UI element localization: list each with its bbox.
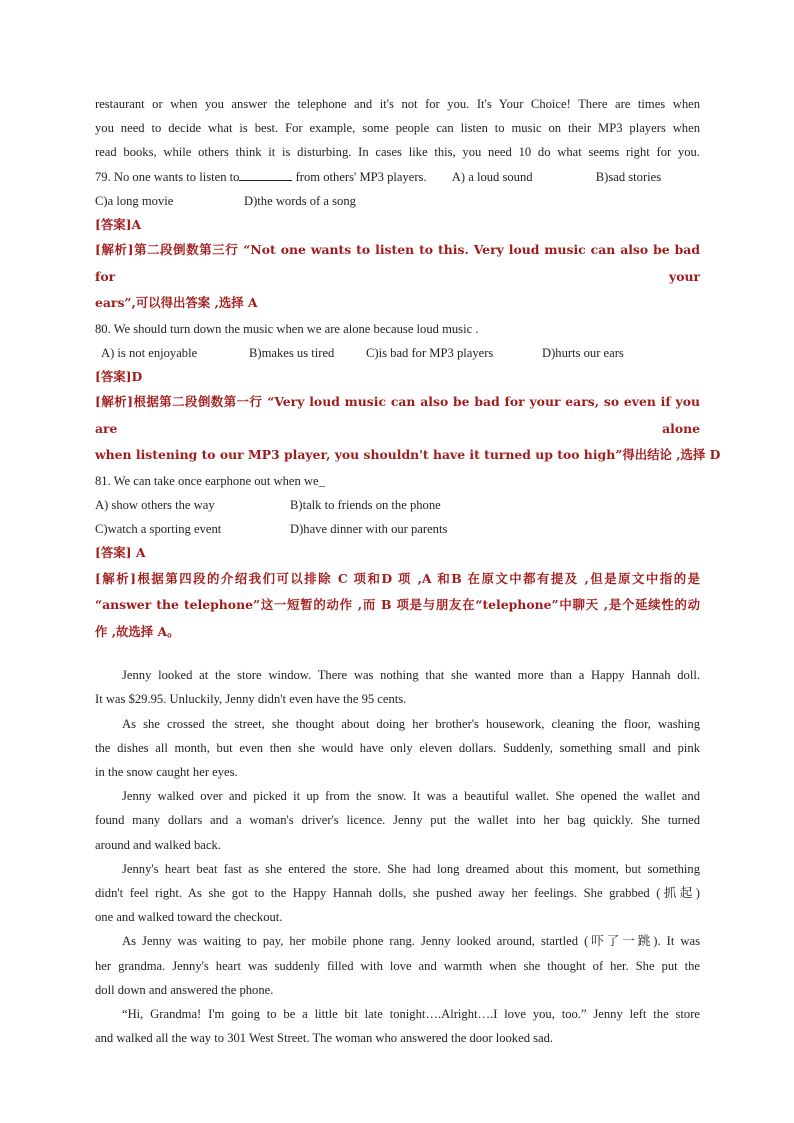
explanation-line: [解析]根据第二段倒数第一行 “Very loud music can also be bad for your ears, so even if you are alone [95, 394, 700, 436]
option-c: C)is bad for MP3 players [366, 345, 494, 360]
document-page [95, 92, 721, 1050]
answer-label: [答案] A [95, 545, 146, 561]
question-80-options [95, 341, 700, 365]
question-81-options-row1 [95, 493, 700, 517]
story-line: found many dollars and a woman's driver's licence. Jenny put the wallet into her bag quickly. She turned [95, 813, 700, 828]
story-line: Jenny looked at the store window. There was nothing that she wanted more than a Happy Hannah doll. [122, 668, 700, 683]
story-line: It was $29.95. Unluckily, Jenny didn't even have the 95 cents. [95, 692, 407, 707]
explanation-line: when listening to our MP3 player, you shouldn't have it turned up too high”得出结论 ,选择 D [95, 447, 721, 463]
option-a: A) a loud sound [451, 169, 533, 184]
story-line: As she crossed the street, she thought about doing her brother's housework, cleaning the floor, washing [122, 716, 700, 731]
question-80-stem: 80. We should turn down the music when we are alone because loud music . [95, 321, 479, 336]
option-a: A) is not enjoyable [101, 345, 198, 360]
explanation-line: [解析]第二段倒数第三行 “Not one wants to listen to this. Very loud music can also be bad for your [95, 242, 700, 284]
question-79-options-row2 [95, 189, 700, 213]
passage-line: restaurant or when you answer the telephone and it's not for you. It's Your Choice! There are times when [95, 97, 700, 111]
option-d: D)the words of a song [244, 193, 356, 208]
question-81-stem: 81. We can take once earphone out when we_ [95, 473, 325, 488]
story-line: one and walked toward the checkout. [95, 910, 283, 925]
answer-label: [答案]A [95, 217, 142, 233]
option-d: D)have dinner with our parents [290, 522, 448, 537]
story-line: and walked all the way to 301 West Street. The woman who answered the door looked sad. [95, 1031, 554, 1046]
option-b: B)sad stories [595, 169, 662, 184]
option-b: B)talk to friends on the phone [290, 498, 441, 513]
passage-line: read books, while others think it is disturbing. In cases like this, you need 10 do what seems right for you. [95, 145, 700, 160]
explanation-line: 作 ,故选择 A。 [95, 623, 180, 639]
option-c: C)watch a sporting event [95, 522, 222, 537]
explanation-line: [解析]根据第四段的介绍我们可以排除 C 项和D 项 ,A 和B 在原文中都有提及 ,但是原文中指的是 [95, 570, 700, 586]
story-line: doll down and answered the phone. [95, 982, 274, 997]
story-passage [95, 663, 700, 1050]
story-line: “Hi, Grandma! I'm going to be a little bit late tonight….Alright….I love you, too.” Jenny left the store [122, 1006, 700, 1021]
story-line: didn't feel right. As she got to the Happy Hannah dolls, she pushed away her feelings. She grabbed (抓起) [95, 885, 700, 900]
question-81-options-row2 [95, 517, 700, 541]
story-line: her grandma. Jenny's heart was suddenly filled with love and warmth when she thought of her. She put the [95, 958, 700, 973]
question-79-stem-start: 79. No one wants to listen to [95, 169, 240, 184]
story-line: Jenny's heart beat fast as she entered the store. She had long dreamed about this moment, but something [122, 861, 700, 876]
answer-blank [239, 167, 292, 181]
story-line: As Jenny was waiting to pay, her mobile phone rang. Jenny looked around, startled (吓了一跳). It was [122, 934, 700, 949]
story-line: in the snow caught her eyes. [95, 764, 238, 779]
story-line: Jenny walked over and picked it up from the snow. It was a beautiful wallet. She opened the wallet and [122, 789, 700, 804]
option-d: D)hurts our ears [542, 345, 624, 360]
story-line: the dishes all month, but even then she would have only eleven dollars. Suddenly, something small and pink [95, 740, 700, 755]
passage-line: you need to decide what is best. For example, some people can listen to music on their MP3 players when [95, 121, 700, 136]
explanation-line: “answer the telephone”这一短暂的动作 ,而 B 项是与朋友在“telephone”中聊天 ,是个延续性的动 [95, 597, 700, 613]
answer-label: [答案]D [95, 369, 143, 385]
option-c: C)a long movie [95, 193, 174, 208]
option-a: A) show others the way [95, 498, 215, 513]
question-79-stem-end: from others' MP3 players. [292, 169, 427, 184]
option-b: B)makes us tired [249, 345, 335, 360]
explanation-line: ears”,可以得出答案 ,选择 A [95, 295, 258, 311]
story-line: around and walked back. [95, 837, 221, 852]
question-79-stem [95, 165, 700, 189]
